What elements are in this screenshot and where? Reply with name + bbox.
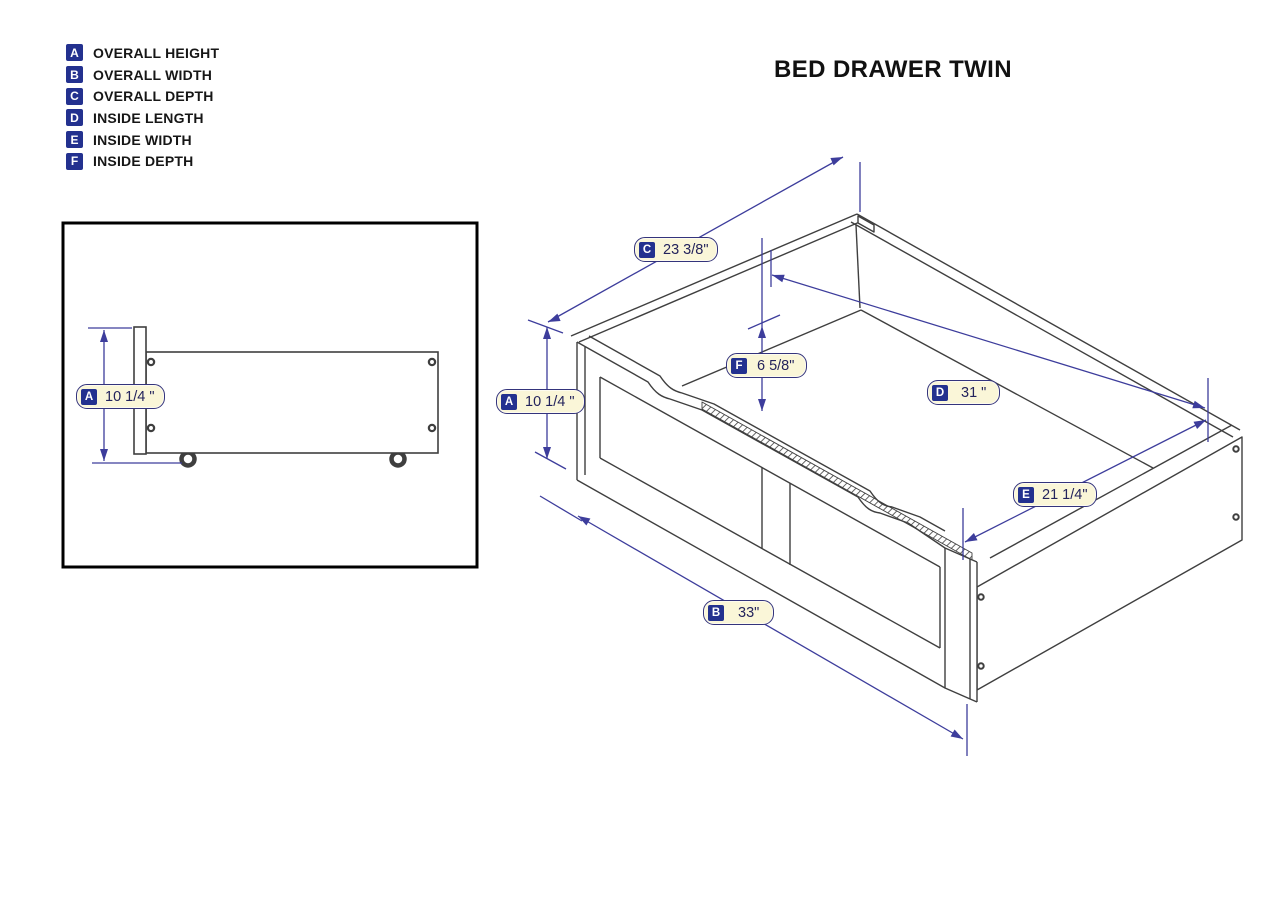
dim-key-badge: C xyxy=(639,242,655,258)
dim-label-c xyxy=(634,237,718,262)
iso-view-drawing xyxy=(571,214,1242,702)
legend-key-badge: E xyxy=(66,131,83,148)
legend-label: INSIDE WIDTH xyxy=(93,131,192,148)
dim-value: 10 1/4 " xyxy=(105,388,155,405)
dim-key-badge: F xyxy=(731,358,747,374)
dim-value: 21 1/4" xyxy=(1042,486,1088,503)
interior-corner-edge xyxy=(856,225,860,308)
dim-value: 6 5/8" xyxy=(757,357,795,374)
legend-key-badge: B xyxy=(66,66,83,83)
interior-bottom-back-edge xyxy=(861,310,1153,468)
legend-label: OVERALL HEIGHT xyxy=(93,44,220,61)
dim-value: 23 3/8" xyxy=(663,241,709,258)
dim-key-badge: A xyxy=(81,389,97,405)
left-panel-edge xyxy=(571,214,857,336)
dim-label-f xyxy=(726,353,807,378)
legend-label: INSIDE LENGTH xyxy=(93,109,204,126)
dimension-d-lines xyxy=(771,250,1208,442)
dim-label-d xyxy=(927,380,1000,405)
back-panel-edge-inner xyxy=(851,222,1233,437)
legend-label: INSIDE DEPTH xyxy=(93,153,194,170)
dim-value: 10 1/4 " xyxy=(525,393,575,410)
legend-key-badge: A xyxy=(66,44,83,61)
dim-label-side-a xyxy=(76,384,165,409)
legend-label: OVERALL DEPTH xyxy=(93,88,214,105)
page-title: BED DRAWER TWIN xyxy=(774,56,1012,83)
dim-key-badge: B xyxy=(708,605,724,621)
dim-value: 31 " xyxy=(961,384,987,401)
dim-label-b xyxy=(703,600,774,625)
dim-label-e xyxy=(1013,482,1097,507)
side-view-drawer-body xyxy=(146,352,438,453)
back-panel-edge xyxy=(857,214,1240,430)
dim-key-badge: A xyxy=(501,394,517,410)
legend-key-badge: F xyxy=(66,153,83,170)
right-panel-face xyxy=(977,437,1242,690)
dim-value: 33" xyxy=(738,604,760,621)
dim-key-badge: D xyxy=(932,385,948,401)
dimension-f-lines xyxy=(748,238,780,411)
dim-key-badge: E xyxy=(1018,487,1034,503)
legend-key-badge: C xyxy=(66,88,83,105)
legend-label: OVERALL WIDTH xyxy=(93,66,213,83)
dim-label-a xyxy=(496,389,585,414)
legend-key-badge: D xyxy=(66,109,83,126)
